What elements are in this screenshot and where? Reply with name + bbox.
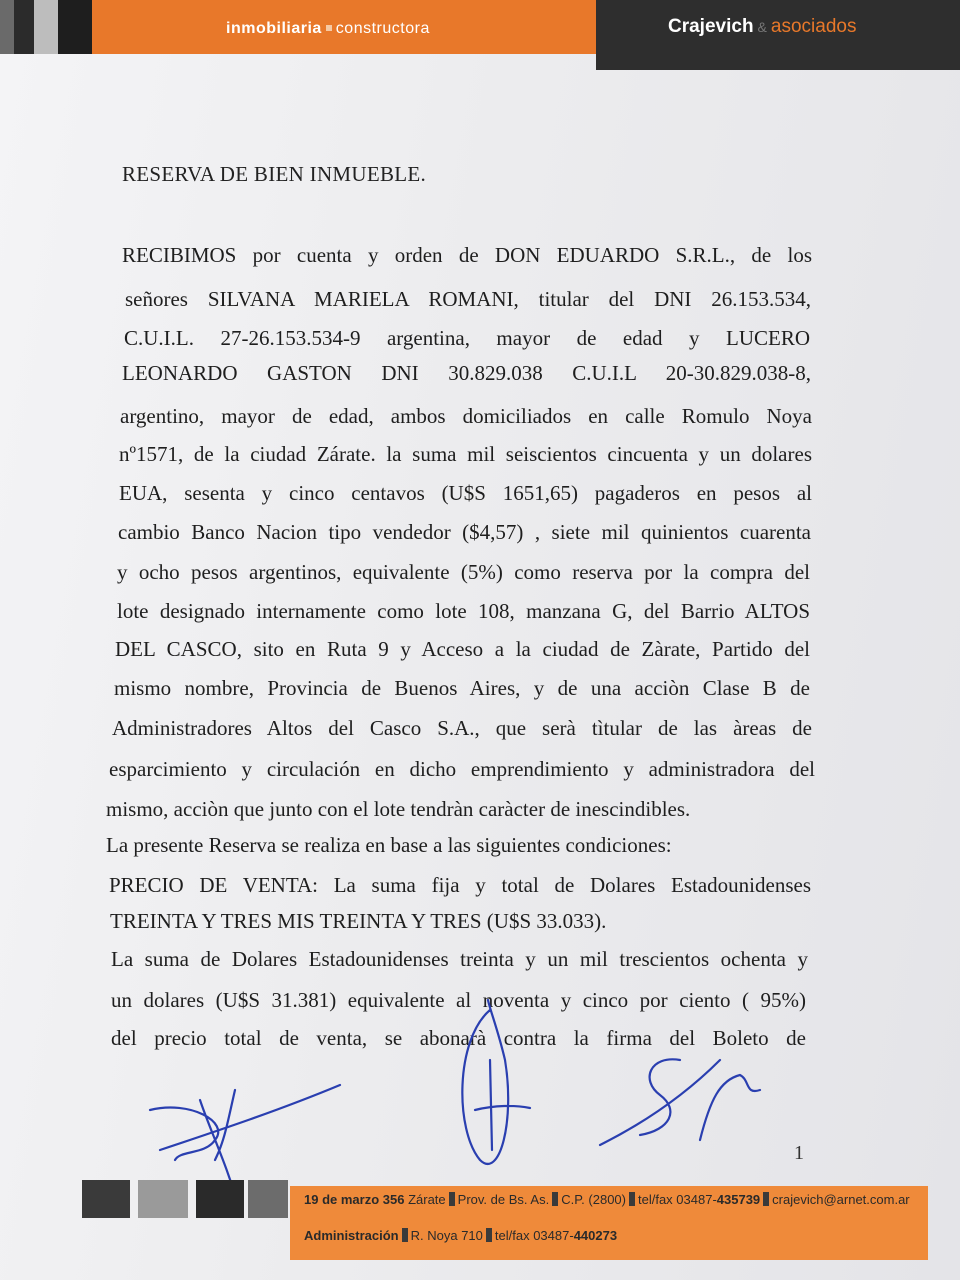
footer-contact-line bbox=[304, 1192, 910, 1207]
body-line: nº1571, de la ciudad Zárate. la suma mil seiscientos cincuenta y un dolares bbox=[119, 442, 812, 466]
footer-admin-label: Administración bbox=[304, 1228, 399, 1243]
body-line: Administradores Altos del Casco S.A., que serà tìtular de las àreas de bbox=[112, 716, 812, 740]
signature-right bbox=[600, 1059, 760, 1145]
footer-province: Prov. de Bs. As. bbox=[457, 1192, 550, 1207]
footer-tel-number: 435739 bbox=[716, 1192, 761, 1207]
letterhead-footer bbox=[0, 1176, 960, 1280]
footer-admin-address: R. Noya 710 bbox=[410, 1228, 483, 1243]
body-line: mismo, acciòn que junto con el lote tendràn caràcter de inescindibles. bbox=[106, 797, 691, 821]
header-tagline-bold: inmobiliaria bbox=[226, 20, 322, 37]
footer-square bbox=[82, 1180, 130, 1218]
body-line: y ocho pesos argentinos, equivalente (5%) como reserva por la compra del bbox=[117, 560, 810, 584]
footer-square bbox=[248, 1180, 288, 1218]
dot-icon bbox=[326, 25, 332, 31]
separator-icon bbox=[763, 1192, 769, 1206]
brand-suffix: asociados bbox=[770, 16, 857, 37]
separator-icon bbox=[629, 1192, 635, 1206]
footer-square bbox=[196, 1180, 244, 1218]
body-line: LEONARDO GASTON DNI 30.829.038 C.U.I.L 20-30.829.038-8, bbox=[122, 361, 811, 385]
header-stripe bbox=[14, 0, 34, 54]
footer-city: Zárate bbox=[408, 1192, 446, 1207]
body-line: del precio total de venta, se abonarà contra la firma del Boleto de bbox=[111, 1026, 806, 1050]
brand-name: Crajevich bbox=[668, 16, 754, 37]
header-tagline bbox=[226, 20, 430, 38]
footer-admin-line bbox=[304, 1228, 617, 1243]
footer-address: 19 de marzo 356 bbox=[304, 1192, 405, 1207]
separator-icon bbox=[402, 1228, 408, 1242]
body-line: cambio Banco Nacion tipo vendedor ($4,57) , siete mil quinientos cuarenta bbox=[118, 520, 811, 544]
body-line: lote designado internamente como lote 108, manzana G, del Barrio ALTOS bbox=[117, 599, 810, 623]
brand-amp: & bbox=[757, 19, 767, 35]
body-line: DEL CASCO, sito en Ruta 9 y Acceso a la ciudad de Zàrate, Partido del bbox=[115, 637, 810, 661]
body-line: La presente Reserva se realiza en base a las siguientes condiciones: bbox=[106, 833, 672, 857]
footer-email: crajevich@arnet.com.ar bbox=[772, 1192, 910, 1207]
letterhead-header bbox=[0, 0, 960, 70]
footer-admin-tel-number: 440273 bbox=[573, 1228, 618, 1243]
footer-admin-tel-prefix: 03487- bbox=[533, 1228, 574, 1243]
header-tagline-light: constructora bbox=[335, 20, 430, 37]
footer-tel-label: tel/fax bbox=[637, 1192, 673, 1207]
body-line: mismo nombre, Provincia de Buenos Aires, y de una acciòn Clase B de bbox=[114, 676, 810, 700]
body-line: C.U.I.L. 27-26.153.534-9 argentina, mayor de edad y LUCERO bbox=[124, 326, 810, 350]
body-line: argentino, mayor de edad, ambos domiciliados en calle Romulo Noya bbox=[120, 404, 812, 428]
body-line: PRECIO DE VENTA: La suma fija y total de Dolares Estadounidenses bbox=[109, 873, 811, 897]
separator-icon bbox=[552, 1192, 558, 1206]
body-line: La suma de Dolares Estadounidenses treinta y un mil trescientos ochenta y bbox=[111, 947, 808, 971]
footer-square bbox=[138, 1180, 188, 1218]
page-number: 1 bbox=[794, 1142, 804, 1164]
body-line: un dolares (U$S 31.381) equivalente al noventa y cinco por ciento ( 95%) bbox=[111, 988, 806, 1012]
footer-postal-code: C.P. (2800) bbox=[561, 1192, 626, 1207]
body-line: TREINTA Y TRES MIS TREINTA Y TRES (U$S 33.033). bbox=[110, 909, 607, 933]
body-line: EUA, sesenta y cinco centavos (U$S 1651,65) pagaderos en pesos al bbox=[119, 481, 812, 505]
body-line: esparcimiento y circulación en dicho emprendimiento y administradora del bbox=[109, 757, 815, 781]
header-stripe bbox=[34, 0, 58, 54]
signature-center bbox=[462, 1000, 530, 1164]
document-title: RESERVA DE BIEN INMUEBLE. bbox=[122, 162, 427, 186]
separator-icon bbox=[486, 1228, 492, 1242]
footer-tel-prefix: 03487- bbox=[676, 1192, 717, 1207]
brand-logo bbox=[668, 16, 856, 38]
header-stripe bbox=[0, 0, 14, 54]
body-line: señores SILVANA MARIELA ROMANI, titular del DNI 26.153.534, bbox=[125, 287, 811, 311]
body-line: RECIBIMOS por cuenta y orden de DON EDUARDO S.R.L., de los bbox=[122, 243, 812, 267]
separator-icon bbox=[449, 1192, 455, 1206]
footer-admin-tel-label: tel/fax bbox=[494, 1228, 530, 1243]
header-stripe bbox=[58, 0, 92, 54]
